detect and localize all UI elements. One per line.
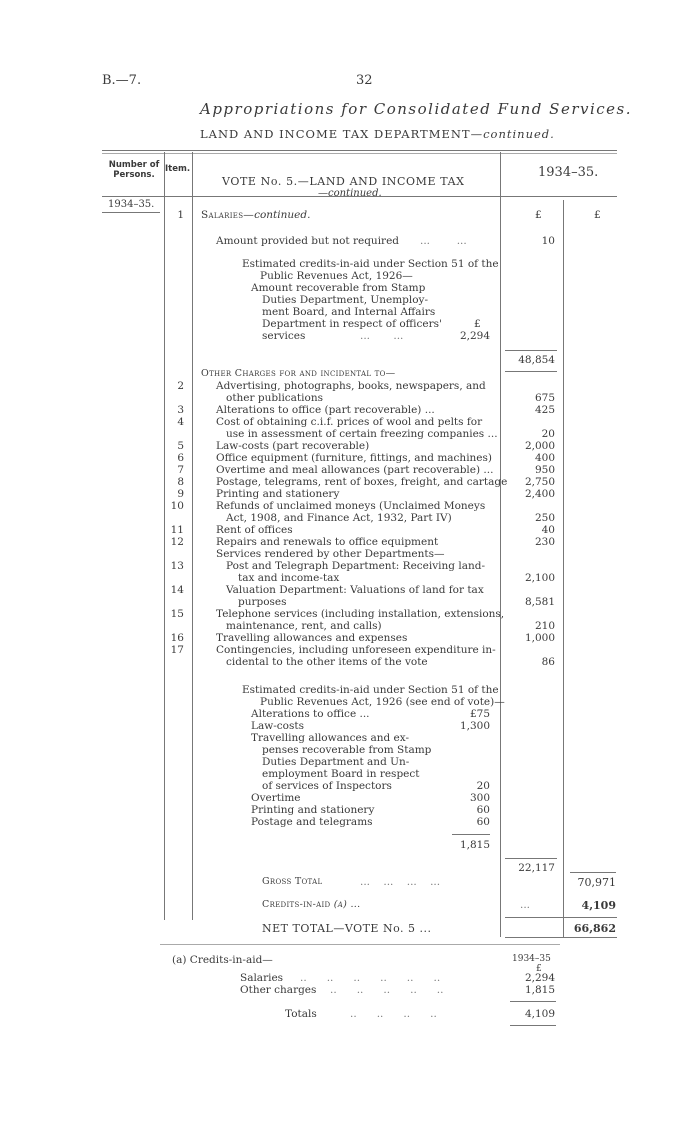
credit-description-line: of services of Inspectors [262,780,392,792]
charge-value: 210 [534,620,555,632]
charge-item-number: 5 [177,440,184,452]
charge-item-number: 3 [177,404,184,416]
charge-value: 675 [534,392,555,404]
gross-total-label: Gross Total [262,876,323,887]
credit-value: 300 [469,792,490,804]
credit-value: £75 [469,708,490,720]
charge-description-line: use in assessment of certain freezing companies ... [226,428,498,440]
not-required-label: Amount provided but not required [216,235,400,247]
charge-item-number: 9 [177,488,184,500]
charge-item-number: 11 [170,524,184,536]
footnote-currency: £ [536,964,542,974]
table-bottom-rule [160,944,560,945]
salaries-subtotal-rule [505,350,557,351]
charge-description-line: purposes [238,596,287,608]
charge-description-line: Office equipment (furniture, fittings, and machines) [216,452,493,464]
charge-description-line: Alterations to office (part recoverable) ... [216,404,435,416]
persons-year: 1934–35. [108,199,155,210]
credit-description-line: penses recoverable from Stamp [262,744,432,756]
charge-item-number: 16 [170,632,184,644]
footnote-year: 1934–35 [512,954,551,964]
salaries-credits-value: 2,294 [459,330,490,342]
footnote-total-rule [510,1001,556,1002]
credit-description-line: employment Board in respect [262,768,420,780]
credit-value: 20 [476,780,490,792]
page-number: 32 [356,73,373,88]
credit-description-line: Postage and telegrams [251,816,373,828]
other-charges-heading: Other Charges for and incidental to— [201,368,396,379]
charges-credits-total: 1,815 [459,839,490,851]
department-heading [200,127,555,141]
salaries-credits-line-4: Duties Department, Unemploy- [262,294,429,306]
credit-value: 1,300 [459,720,490,732]
year-column-head: 1934–35. [538,165,599,180]
charge-value: 2,400 [524,488,555,500]
charge-description-line: Overtime and meal allowances (part recoverable) ... [216,464,494,476]
salaries-item-number: 1 [177,209,184,221]
credits-rule [505,917,617,918]
charge-description-line: other publications [226,392,323,404]
salaries-credits-line-3: Amount recoverable from Stamp [251,282,426,294]
table-top-rule-inner [102,153,617,154]
footnote-total-label: Totals [285,1008,317,1020]
gross-subtotal-rule [505,858,557,859]
charge-item-number: 15 [170,608,184,620]
charge-description-line: Telephone services (including installation, extensions, [216,608,505,620]
salaries-credits-line-2: Public Revenues Act, 1926— [260,270,413,282]
credits-in-aid-value: 4,109 [581,899,616,912]
charge-description-line: Repairs and renewals to office equipment [216,536,439,548]
salaries-label: Salaries— [201,209,255,221]
charge-value: 230 [534,536,555,548]
currency-pounds-a: £ [535,209,542,221]
charges-credits-line-2: Public Revenues Act, 1926 (see end of vote)— [260,696,505,708]
leader-dots: ... ... [360,330,404,342]
vote-title: VOTE No. 5.—LAND AND INCOME TAX [222,175,465,188]
rule-amount-total [563,200,564,937]
charge-value: 40 [541,524,555,536]
charge-item-number: 10 [170,500,184,512]
item-head: Item. [165,164,191,174]
charge-description-line: Contingencies, including unforeseen expenditure in- [216,644,496,656]
charge-description-line: Travelling allowances and expenses [216,632,408,644]
charge-value: 400 [534,452,555,464]
currency-pounds-b: £ [594,209,601,221]
charge-description-line: Rent of offices [216,524,293,536]
charge-description-line: cidental to the other items of the vote [226,656,428,668]
salaries-credits-line-5: ment Board, and Internal Affairs [262,306,436,318]
charge-description-line: Valuation Department: Valuations of land for tax [226,584,484,596]
charge-item-number: 13 [170,560,184,572]
footnote-salaries-value: 2,294 [524,972,555,984]
charge-description-line: Post and Telegraph Department: Receiving land- [226,560,485,572]
document-reference: B.—7. [102,73,142,88]
leader-dots: ... ... ... ... [360,876,441,888]
charge-value: 425 [534,404,555,416]
footnote-salaries-label: Salaries [240,972,284,984]
charge-item-number: 7 [177,464,184,476]
charge-value: 950 [534,464,555,476]
salaries-credits-line-1: Estimated credits-in-aid under Section 51 of the [242,258,499,270]
charge-description-line: Law-costs (part recoverable) [216,440,370,452]
credit-description-line: Law-costs [251,720,304,732]
charge-item-number: 6 [177,452,184,464]
gross-subtotal: 22,117 [518,862,555,874]
footnote-total-rule-bottom [510,1025,556,1026]
charges-credits-total-rule [452,834,490,835]
page-title: Appropriations for Consolidated Fund Services. [200,100,633,118]
credits-in-aid-label: Credits-in-aid (a) ... [262,899,361,910]
charge-item-number: 2 [177,380,184,392]
salaries-subtotal: 48,854 [518,354,555,366]
charge-description-line: Services rendered by other Departments— [216,548,445,560]
charge-value: 2,750 [524,476,555,488]
leader-dots: .. .. .. .. .. [330,984,444,996]
number-of-persons-head: Number of Persons. [108,160,160,180]
leader-dots: ... ... [420,235,467,247]
rule-desc-amount [500,152,501,937]
salaries-credits-line-7: services [262,330,306,342]
charge-description-line: maintenance, rent, and calls) [226,620,382,632]
charge-item-number: 8 [177,476,184,488]
credit-description-line: Overtime [251,792,301,804]
vote-continued: —continued. [318,188,382,199]
net-total-rule [505,937,617,938]
salaries-credits-currency: £ [474,318,481,330]
net-total-value: 66,862 [573,922,616,935]
salaries-credits-line-6: Department in respect of officers' [262,318,442,330]
charge-value: 86 [541,656,555,668]
gross-total-rule [570,872,616,873]
rule-item-desc [192,152,193,920]
leader-dots: .. .. .. .. [350,1008,437,1020]
footnote-total-value: 4,109 [524,1008,555,1020]
charge-value: 250 [534,512,555,524]
credits-in-aid-text: Credits-in-aid [262,899,331,910]
charge-description-line: Printing and stationery [216,488,340,500]
charge-value: 20 [541,428,555,440]
department-continued: —continued. [470,127,555,141]
charge-value: 2,000 [524,440,555,452]
salaries-subtotal-rule-bottom [505,371,557,372]
charge-item-number: 14 [170,584,184,596]
gross-total-value: 70,971 [577,876,616,889]
charge-description-line: Postage, telegrams, rent of boxes, freight, and cartage [216,476,508,488]
credit-description-line: Printing and stationery [251,804,375,816]
charge-value: 8,581 [524,596,555,608]
charge-value: 2,100 [524,572,555,584]
charge-description-line: Advertising, photographs, books, newspapers, and [216,380,486,392]
credits-in-aid-ref: (a) [333,899,348,910]
footnote-other-value: 1,815 [524,984,555,996]
charge-item-number: 17 [170,644,184,656]
footnote-other-label: Other charges [240,984,317,996]
credit-value: 60 [476,816,490,828]
charge-description-line: Refunds of unclaimed moneys (Unclaimed Moneys [216,500,486,512]
credit-value: 60 [476,804,490,816]
leader-dots: ... [520,899,531,911]
charge-description-line: Cost of obtaining c.i.f. prices of wool and pelts for [216,416,483,428]
charges-credits-line-1: Estimated credits-in-aid under Section 51 of the [242,684,499,696]
credit-description-line: Travelling allowances and ex- [251,732,410,744]
net-total-label: NET TOTAL—VOTE No. 5 ... [262,922,432,935]
footnote-label: (a) Credits-in-aid— [172,954,273,966]
credit-description-line: Alterations to office ... [251,708,370,720]
charge-item-number: 12 [170,536,184,548]
salaries-heading [201,209,310,221]
department-name: LAND AND INCOME TAX DEPARTMENT [200,127,471,141]
charge-description-line: Act, 1908, and Finance Act, 1932, Part IV) [226,512,452,524]
table-top-rule [102,150,617,151]
charge-item-number: 4 [177,416,184,428]
charge-description-line: tax and income-tax [238,572,340,584]
charge-value: 1,000 [524,632,555,644]
not-required-value: 10 [541,235,555,247]
credit-description-line: Duties Department and Un- [262,756,410,768]
salaries-continued: continued. [254,209,311,221]
persons-year-rule [102,212,160,213]
leader-dots: .. .. .. .. .. .. [300,972,441,984]
